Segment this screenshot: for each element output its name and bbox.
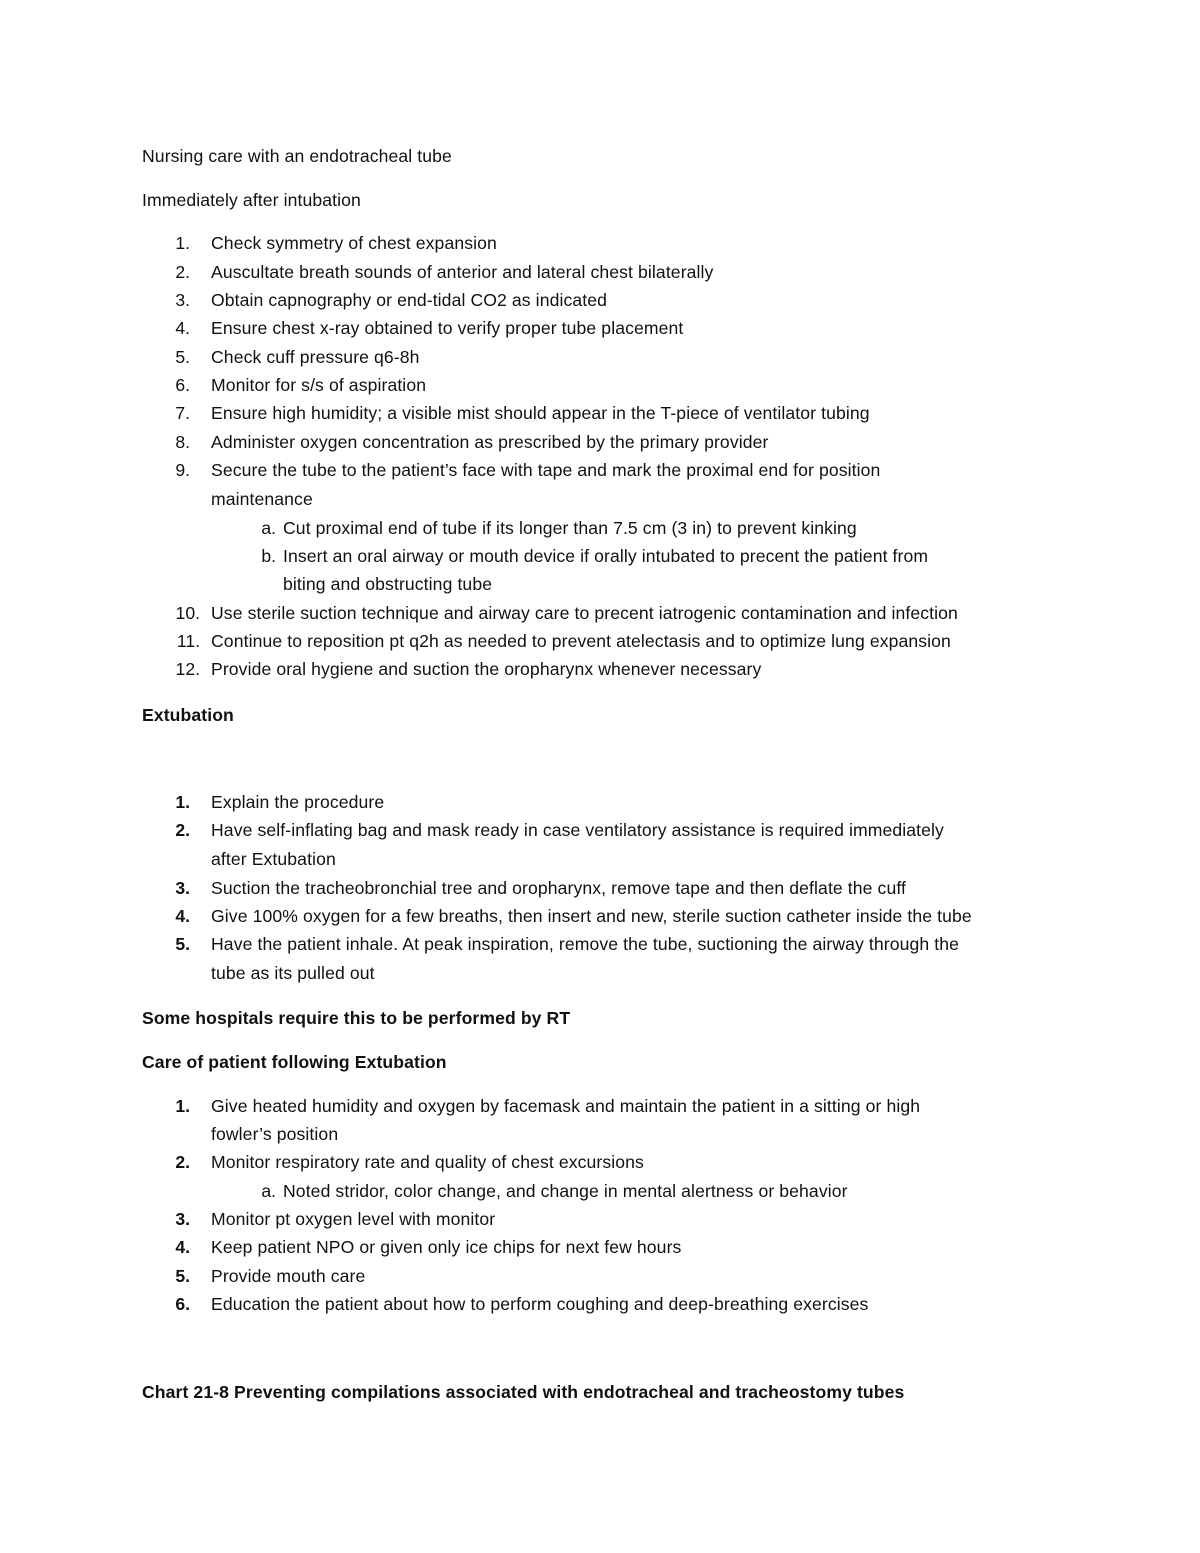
list-item: Explain the procedure	[211, 792, 385, 812]
list-item: Auscultate breath sounds of anterior and lateral chest bilaterally	[211, 262, 714, 282]
sub-list-letter: b.	[261, 546, 276, 566]
list-number: 1.	[175, 1096, 190, 1116]
list-number: 2.	[175, 262, 190, 282]
list-item: Administer oxygen concentration as prescribed by the primary provider	[211, 432, 769, 452]
list-number: 6.	[175, 375, 190, 395]
list-number: 12.	[175, 659, 200, 679]
section-heading-intubation: Immediately after intubation	[142, 190, 361, 210]
list-number: 3.	[175, 1209, 190, 1229]
list-item: Check cuff pressure q6-8h	[211, 347, 420, 367]
sub-list-item: Noted stridor, color change, and change in mental alertness or behavior	[283, 1181, 848, 1201]
list-number: 7.	[175, 403, 190, 423]
list-number: 3.	[175, 878, 190, 898]
list-number: 8.	[175, 432, 190, 452]
list-number: 10.	[175, 603, 200, 623]
list-number: 5.	[175, 347, 190, 367]
list-item-continuation: after Extubation	[211, 849, 336, 869]
chart-heading: Chart 21-8 Preventing compilations associated with endotracheal and tracheostomy tubes	[142, 1382, 905, 1402]
list-item: Have self-inflating bag and mask ready in case ventilatory assistance is required immediately	[211, 820, 944, 840]
list-item: Ensure high humidity; a visible mist should appear in the T-piece of ventilator tubing	[211, 403, 870, 423]
note-rt: Some hospitals require this to be performed by RT	[142, 1008, 571, 1028]
list-number: 11.	[176, 631, 200, 651]
list-item: Ensure chest x-ray obtained to verify proper tube placement	[211, 318, 684, 338]
list-item-continuation: fowler’s position	[211, 1124, 339, 1144]
sub-list-item: Cut proximal end of tube if its longer than 7.5 cm (3 in) to prevent kinking	[283, 518, 857, 538]
list-item: Obtain capnography or end-tidal CO2 as indicated	[211, 290, 608, 310]
list-number: 4.	[175, 1237, 190, 1257]
list-number: 4.	[175, 906, 190, 926]
sub-list-item-continuation: biting and obstructing tube	[283, 574, 493, 594]
section-heading-extubation: Extubation	[142, 705, 234, 725]
list-number: 3.	[175, 290, 190, 310]
list-item: Give 100% oxygen for a few breaths, then insert and new, sterile suction catheter inside the tube	[211, 906, 972, 926]
list-item: Keep patient NPO or given only ice chips for next few hours	[211, 1237, 682, 1257]
list-item: Provide oral hygiene and suction the oropharynx whenever necessary	[211, 659, 762, 679]
list-item: Monitor pt oxygen level with monitor	[211, 1209, 496, 1229]
list-item: Continue to reposition pt q2h as needed to prevent atelectasis and to optimize lung expansion	[211, 631, 951, 651]
list-item-continuation: tube as its pulled out	[211, 963, 375, 983]
list-number: 9.	[175, 460, 190, 480]
list-item: Check symmetry of chest expansion	[211, 233, 497, 253]
list-item: Have the patient inhale. At peak inspiration, remove the tube, suctioning the airway through the	[211, 934, 960, 954]
list-number: 5.	[175, 934, 190, 954]
list-item: Provide mouth care	[211, 1266, 366, 1286]
list-item: Suction the tracheobronchial tree and oropharynx, remove tape and then deflate the cuff	[211, 878, 906, 898]
list-number: 6.	[175, 1294, 190, 1314]
list-item: Monitor for s/s of aspiration	[211, 375, 427, 395]
list-number: 4.	[175, 318, 190, 338]
document-title: Nursing care with an endotracheal tube	[142, 146, 452, 166]
list-number: 1.	[175, 792, 190, 812]
sub-list-item: Insert an oral airway or mouth device if orally intubated to precent the patient from	[283, 546, 929, 566]
list-number: 2.	[175, 1152, 190, 1172]
list-item: Secure the tube to the patient’s face with tape and mark the proximal end for position	[211, 460, 881, 480]
list-item: Give heated humidity and oxygen by facemask and maintain the patient in a sitting or high	[211, 1096, 921, 1116]
list-number: 1.	[175, 233, 190, 253]
section-heading-care-following-extubation: Care of patient following Extubation	[142, 1052, 447, 1072]
list-item: Education the patient about how to perform coughing and deep-breathing exercises	[211, 1294, 869, 1314]
list-item: Monitor respiratory rate and quality of chest excursions	[211, 1152, 644, 1172]
sub-list-letter: a.	[261, 518, 276, 538]
list-item-continuation: maintenance	[211, 489, 313, 509]
list-number: 2.	[175, 820, 190, 840]
list-number: 5.	[175, 1266, 190, 1286]
sub-list-letter: a.	[261, 1181, 276, 1201]
list-item: Use sterile suction technique and airway care to precent iatrogenic contamination and infection	[211, 603, 958, 623]
